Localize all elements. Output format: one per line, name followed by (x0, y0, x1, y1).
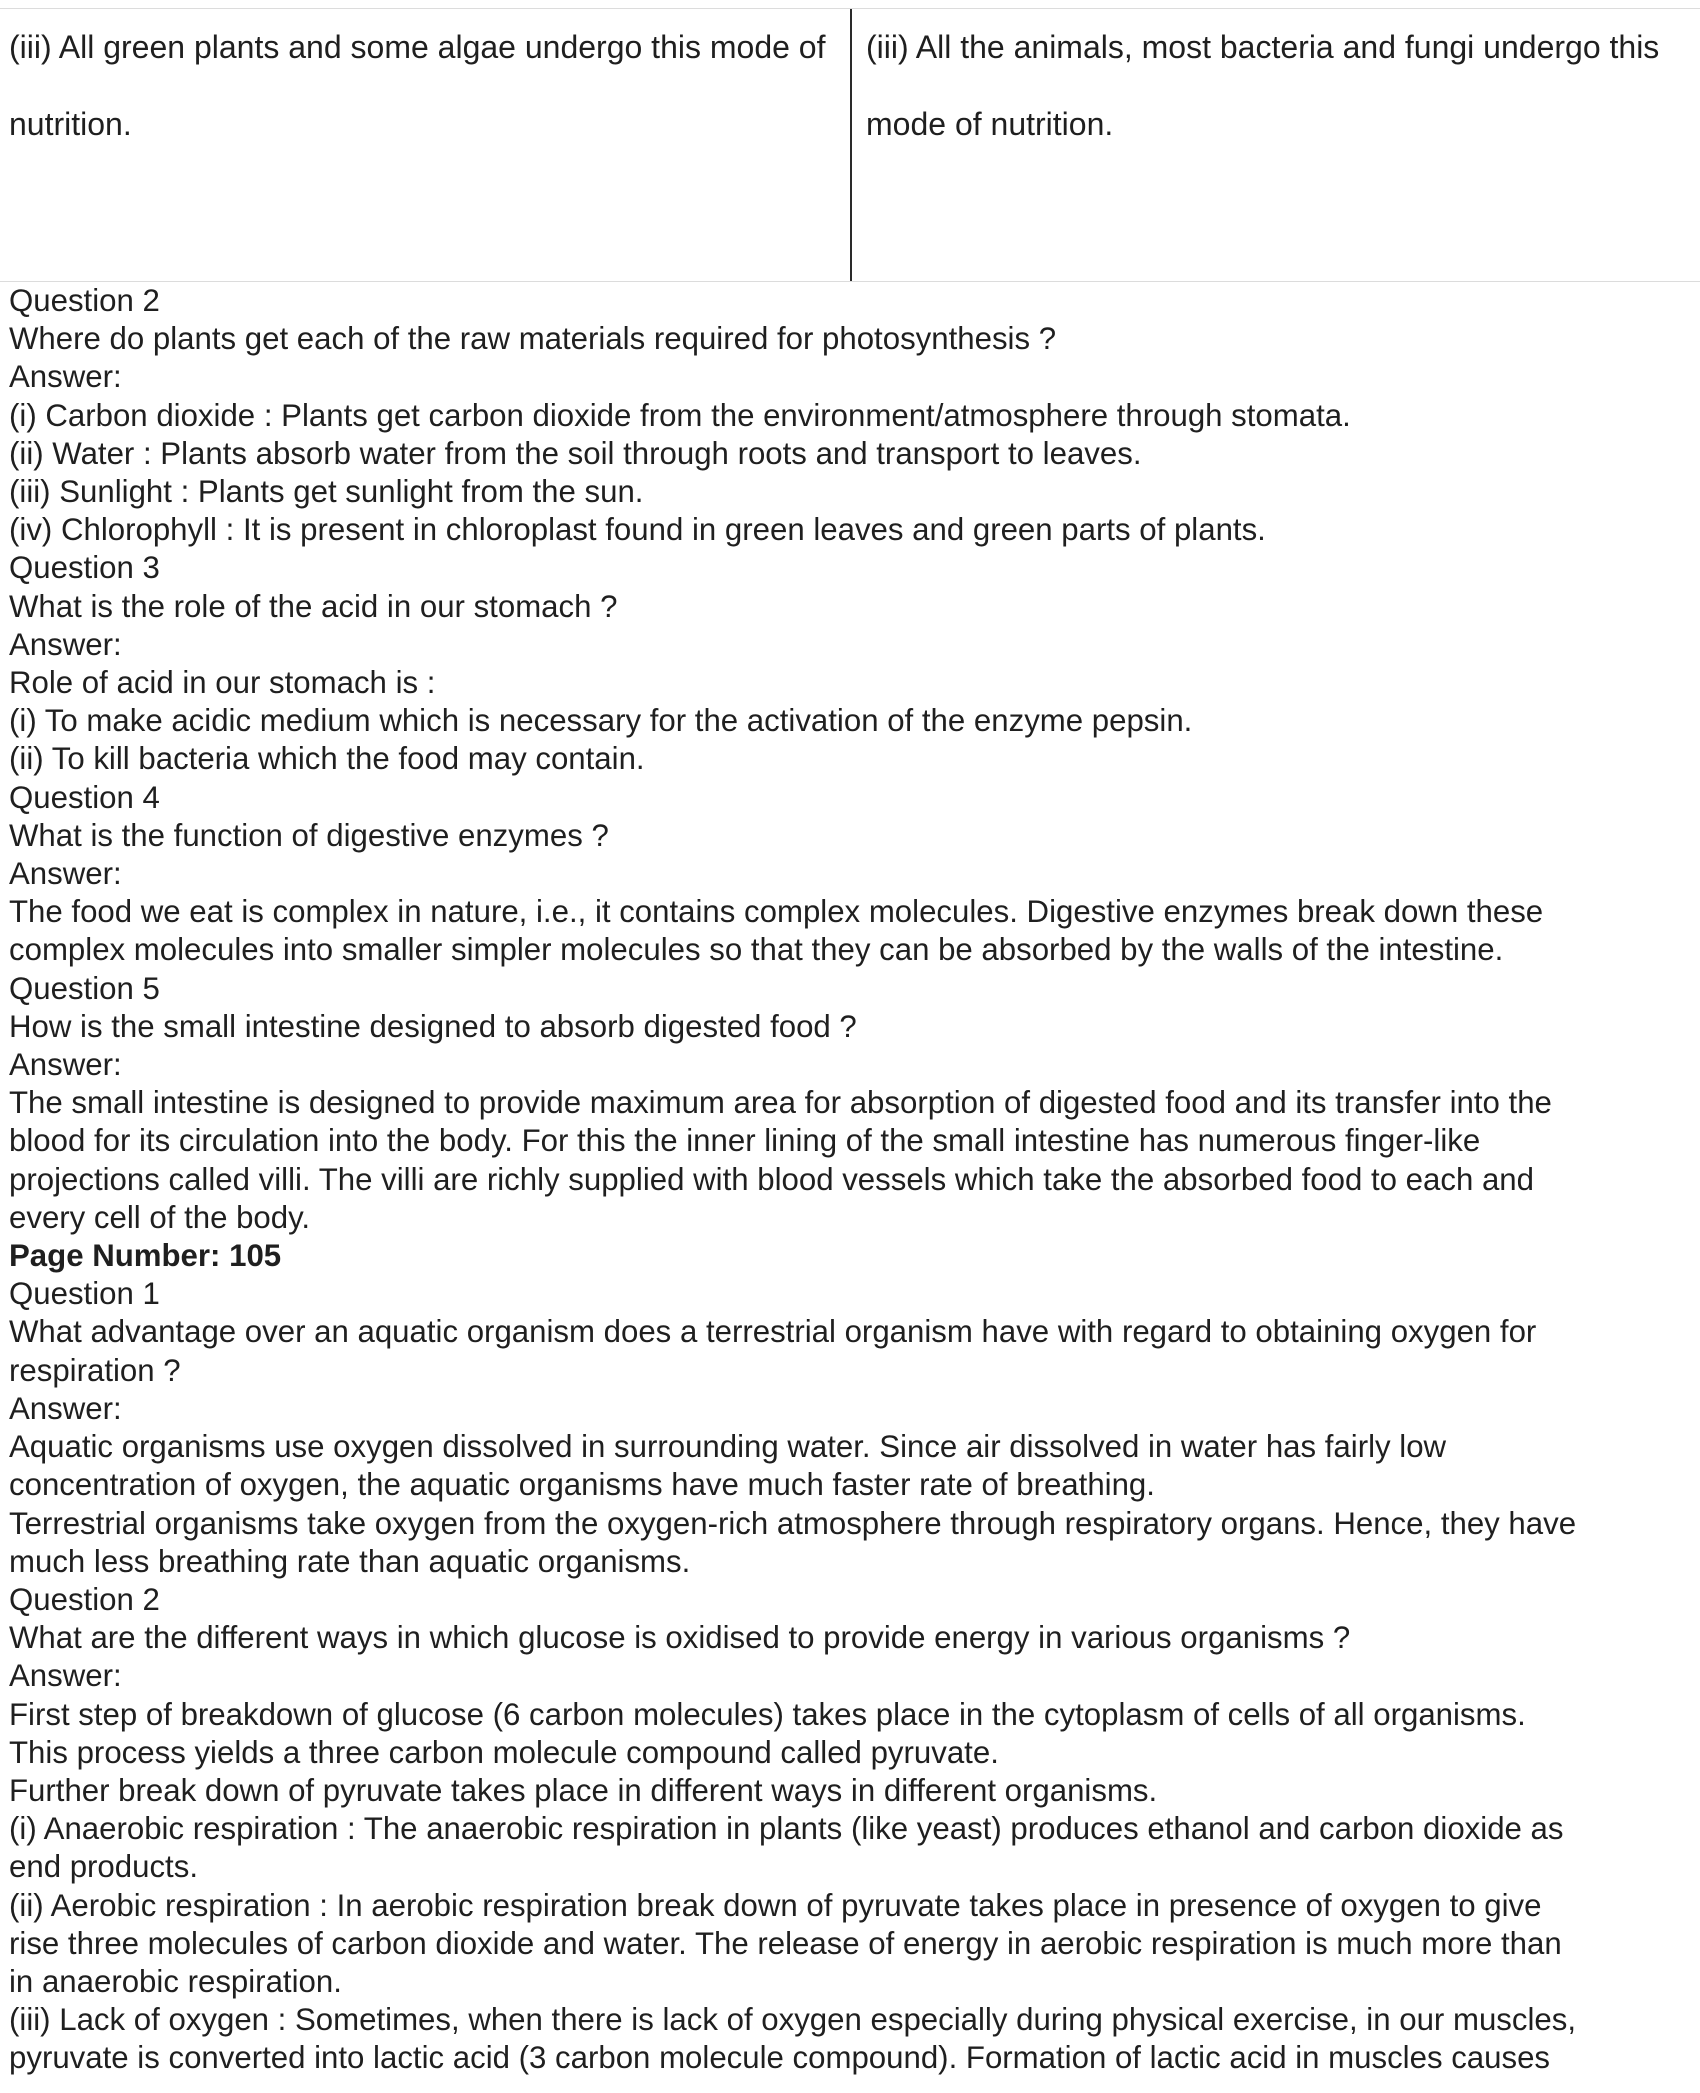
text-line: rise three molecules of carbon dioxide and water. The release of energy in aerobic respiration is much more than (9, 1925, 1562, 1961)
text-line: Question 4 (9, 779, 160, 815)
document-body (9, 282, 1694, 2078)
text-line: Question 1 (9, 1276, 160, 1312)
text-line: much less breathing rate than aquatic organisms. (9, 1543, 691, 1579)
text-line: Question 2 (9, 1581, 160, 1617)
text-line: (ii) Water : Plants absorb water from the soil through roots and transport to leaves. (9, 435, 1142, 471)
text-line: (iii) Lack of oxygen : Sometimes, when there is lack of oxygen especially during physical exercise, in our muscles, (9, 2002, 1577, 2038)
text-line: Answer: (9, 1390, 122, 1426)
text-line: (ii) To kill bacteria which the food may contain. (9, 741, 645, 777)
text-line: Answer: (9, 626, 122, 662)
section-heading: Page Number: 105 (9, 1238, 282, 1274)
text-line: blood for its circulation into the body. For this the inner lining of the small intestine has numerous finger-like (9, 1123, 1481, 1159)
text-line: Answer: (9, 1658, 122, 1694)
text-line: The food we eat is complex in nature, i.e., it contains complex molecules. Digestive enzymes break down these (9, 894, 1544, 930)
text-line: Question 2 (9, 283, 160, 318)
text-line: First step of breakdown of glucose (6 carbon molecules) takes place in the cytoplasm of cells of all organisms. (9, 1696, 1526, 1732)
text-line: Question 3 (9, 550, 160, 586)
text-line: (iii) Sunlight : Plants get sunlight from the sun. (9, 474, 644, 510)
text-line: Further break down of pyruvate takes place in different ways in different organisms. (9, 1772, 1158, 1808)
table-divider (850, 9, 852, 281)
table-cell-left: (iii) All green plants and some algae undergo this mode of nutrition. (9, 29, 826, 142)
text-line: respiration ? (9, 1352, 181, 1388)
text-line: (iv) Chlorophyll : It is present in chloroplast found in green leaves and green parts of plants. (9, 512, 1266, 548)
text-line: Where do plants get each of the raw materials required for photosynthesis ? (9, 321, 1057, 357)
text-line: The small intestine is designed to provide maximum area for absorption of digested food and its transfer into the (9, 1085, 1552, 1121)
text-line: How is the small intestine designed to absorb digested food ? (9, 1008, 857, 1044)
text-line: every cell of the body. (9, 1199, 311, 1235)
text-line: concentration of oxygen, the aquatic organisms have much faster rate of breathing. (9, 1467, 1155, 1503)
text-line: Answer: (9, 359, 122, 395)
text-line: Role of acid in our stomach is : (9, 665, 436, 701)
text-line: What are the different ways in which glucose is oxidised to provide energy in various organisms ? (9, 1620, 1351, 1656)
table-cell-right: (iii) All the animals, most bacteria and fungi undergo this mode of nutrition. (866, 29, 1660, 142)
text-line: Answer: (9, 856, 122, 892)
text-line: Question 5 (9, 970, 160, 1006)
text-line: (ii) Aerobic respiration : In aerobic respiration break down of pyruvate takes place in presence of oxygen to give (9, 1887, 1542, 1923)
text-line: complex molecules into smaller simpler molecules so that they can be absorbed by the walls of the intestine. (9, 932, 1504, 968)
text-line: Aquatic organisms use oxygen dissolved in surrounding water. Since air dissolved in water has fairly low (9, 1429, 1447, 1465)
comparison-table (0, 8, 1700, 282)
text-line: projections called villi. The villi are richly supplied with blood vessels which take the absorbed food to each and (9, 1161, 1534, 1197)
text-line: What advantage over an aquatic organism does a terrestrial organism have with regard to obtaining oxygen for (9, 1314, 1537, 1350)
text-line: pyruvate is converted into lactic acid (3 carbon molecule compound). Formation of lactic acid in muscles causes (9, 2040, 1551, 2076)
text-line: What is the role of the acid in our stomach ? (9, 588, 618, 624)
text-line: This process yields a three carbon molecule compound called pyruvate. (9, 1734, 999, 1770)
text-line: in anaerobic respiration. (9, 1963, 342, 1999)
text-line: Answer: (9, 1047, 122, 1083)
text-line: (i) Carbon dioxide : Plants get carbon dioxide from the environment/atmosphere through stomata. (9, 397, 1351, 433)
text-line: end products. (9, 1849, 198, 1885)
text-line: (i) Anaerobic respiration : The anaerobic respiration in plants (like yeast) produces ethanol and carbon dioxide as (9, 1811, 1564, 1847)
text-line: (i) To make acidic medium which is necessary for the activation of the enzyme pepsin. (9, 703, 1193, 739)
text-line: What is the function of digestive enzymes ? (9, 817, 609, 853)
text-line: Terrestrial organisms take oxygen from the oxygen-rich atmosphere through respiratory organs. Hence, they have (9, 1505, 1577, 1541)
